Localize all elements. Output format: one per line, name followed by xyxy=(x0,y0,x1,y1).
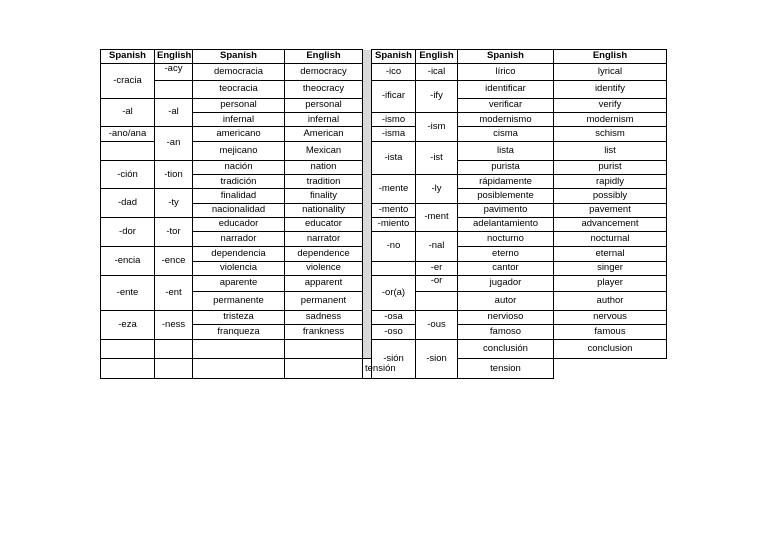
word-spanish: verificar xyxy=(458,98,554,112)
suffix-spanish: -al xyxy=(101,98,155,127)
suffix-english: -ty xyxy=(155,189,193,218)
table-row xyxy=(101,310,667,324)
word-english: personal xyxy=(285,98,363,112)
word-spanish: autor xyxy=(458,292,554,310)
word-spanish: personal xyxy=(193,98,285,112)
table-row xyxy=(101,340,667,359)
word-spanish: aparente xyxy=(193,275,285,291)
word-spanish: identificar xyxy=(458,80,554,98)
word-spanish: cantor xyxy=(458,261,554,275)
word-english: modernism xyxy=(554,113,667,127)
empty-cell xyxy=(155,359,193,379)
suffix-english: -ment xyxy=(416,203,458,232)
empty-cell xyxy=(101,141,155,160)
header-spanish-word-right: Spanish xyxy=(458,50,554,64)
suffix-spanish: -ista xyxy=(372,141,416,175)
suffix-spanish: -dor xyxy=(101,217,155,247)
header-spanish-word-left: Spanish xyxy=(193,50,285,64)
word-english: verify xyxy=(554,98,667,112)
word-spanish: conclusión xyxy=(458,340,554,359)
suffix-spanish: -ano/ana xyxy=(101,127,155,141)
suffix-english: -tion xyxy=(155,160,193,189)
suffix-spanish: -mento xyxy=(372,203,416,217)
word-english: apparent xyxy=(285,275,363,291)
word-english: advancement xyxy=(554,217,667,231)
word-english: famous xyxy=(554,324,667,339)
word-english: theocracy xyxy=(285,80,363,98)
word-english: author xyxy=(554,292,667,310)
empty-cell xyxy=(101,359,155,379)
word-spanish: dependencia xyxy=(193,247,285,261)
word-spanish: eterno xyxy=(458,247,554,261)
word-english: purist xyxy=(554,160,667,174)
suffix-english: -ly xyxy=(416,175,458,204)
empty-cell xyxy=(193,340,285,359)
word-spanish: infernal xyxy=(193,113,285,127)
word-english: nocturnal xyxy=(554,232,667,247)
suffix-spanish: -isma xyxy=(372,127,416,141)
word-spanish: purista xyxy=(458,160,554,174)
word-spanish: democracia xyxy=(193,64,285,80)
empty-cell xyxy=(285,340,363,359)
suffix-spanish: -ico xyxy=(372,64,416,80)
word-english: schism xyxy=(554,127,667,141)
empty-cell xyxy=(416,292,458,310)
word-spanish: pavimento xyxy=(458,203,554,217)
word-spanish: americano xyxy=(193,127,285,141)
suffix-english: -ism xyxy=(416,113,458,142)
suffix-english: -ous xyxy=(416,310,458,340)
word-english: lyrical xyxy=(554,64,667,80)
word-spanish: famoso xyxy=(458,324,554,339)
word-english: tension xyxy=(458,359,554,379)
suffix-spanish: -cracia xyxy=(101,64,155,99)
word-spanish: educador xyxy=(193,217,285,231)
word-english: American xyxy=(285,127,363,141)
suffix-spanish: -ificar xyxy=(372,80,416,113)
empty-cell xyxy=(155,340,193,359)
suffix-english: -ify xyxy=(416,80,458,113)
word-spanish: franqueza xyxy=(193,324,285,339)
word-english: singer xyxy=(554,261,667,275)
word-spanish: teocracia xyxy=(193,80,285,98)
word-english: possibly xyxy=(554,189,667,203)
suffix-spanish: -ción xyxy=(101,160,155,189)
word-spanish: lírico xyxy=(458,64,554,80)
suffix-english: -nal xyxy=(416,232,458,262)
word-spanish: posiblemente xyxy=(458,189,554,203)
suffix-english: -acy xyxy=(155,64,193,80)
word-spanish: lista xyxy=(458,141,554,160)
table-row xyxy=(101,127,667,141)
word-english: conclusion xyxy=(554,340,667,359)
word-spanish: nervioso xyxy=(458,310,554,324)
word-spanish: permanente xyxy=(193,292,285,310)
word-spanish: tristeza xyxy=(193,310,285,324)
suffix-english: -al xyxy=(155,98,193,127)
word-english: tradition xyxy=(285,175,363,189)
header-english-word-right: English xyxy=(554,50,667,64)
suffix-english: -ical xyxy=(416,64,458,80)
word-spanish: modernismo xyxy=(458,113,554,127)
word-spanish: tradición xyxy=(193,175,285,189)
suffix-spanish: -mente xyxy=(372,175,416,204)
empty-cell xyxy=(155,80,193,98)
suffix-spanish xyxy=(372,261,416,275)
word-english: educator xyxy=(285,217,363,231)
word-spanish: adelantamiento xyxy=(458,217,554,231)
word-spanish: finalidad xyxy=(193,189,285,203)
empty-cell xyxy=(193,359,285,379)
suffix-english: -tor xyxy=(155,217,193,247)
suffix-english: -ent xyxy=(155,275,193,310)
word-english: frankness xyxy=(285,324,363,339)
header-english-suffix-left: English xyxy=(155,50,193,64)
word-english: nationality xyxy=(285,203,363,217)
suffix-spanish: -miento xyxy=(372,217,416,231)
word-english: rapidly xyxy=(554,175,667,189)
suffix-spanish: -or(a) xyxy=(372,275,416,310)
suffix-english: -ist xyxy=(416,141,458,175)
header-spanish-suffix-left: Spanish xyxy=(101,50,155,64)
word-english: Mexican xyxy=(285,141,363,160)
header-row xyxy=(101,50,667,64)
word-english: dependence xyxy=(285,247,363,261)
cognate-suffix-table xyxy=(100,49,667,379)
suffix-spanish: -encia xyxy=(101,247,155,276)
word-english: finality xyxy=(285,189,363,203)
word-english: democracy xyxy=(285,64,363,80)
suffix-english: -sion xyxy=(416,340,458,379)
column-separator xyxy=(363,50,372,359)
header-english-suffix-right: English xyxy=(416,50,458,64)
suffix-spanish: -oso xyxy=(372,324,416,339)
table-row xyxy=(101,275,667,291)
suffix-spanish: -eza xyxy=(101,310,155,340)
word-english: player xyxy=(554,275,667,291)
word-spanish: cisma xyxy=(458,127,554,141)
suffix-english: -an xyxy=(155,127,193,161)
word-spanish: nacionalidad xyxy=(193,203,285,217)
table-row xyxy=(101,217,667,231)
empty-cell xyxy=(101,340,155,359)
suffix-spanish: -sión xyxy=(372,340,416,379)
empty-cell xyxy=(285,359,363,379)
word-spanish: narrador xyxy=(193,232,285,247)
table-row xyxy=(101,64,667,80)
word-english: permanent xyxy=(285,292,363,310)
suffix-english: -ness xyxy=(155,310,193,340)
word-spanish: mejicano xyxy=(193,141,285,160)
suffix-spanish: -ente xyxy=(101,275,155,310)
word-english: nervous xyxy=(554,310,667,324)
word-spanish: tensión xyxy=(363,359,372,379)
word-english: infernal xyxy=(285,113,363,127)
word-spanish: violencia xyxy=(193,261,285,275)
suffix-english: -ence xyxy=(155,247,193,276)
word-spanish: nocturno xyxy=(458,232,554,247)
suffix-spanish: -osa xyxy=(372,310,416,324)
word-english: nation xyxy=(285,160,363,174)
word-english: narrator xyxy=(285,232,363,247)
word-english: violence xyxy=(285,261,363,275)
suffix-spanish: -dad xyxy=(101,189,155,218)
header-english-word-left: English xyxy=(285,50,363,64)
word-spanish: rápidamente xyxy=(458,175,554,189)
table-row xyxy=(101,80,667,98)
word-spanish: nación xyxy=(193,160,285,174)
suffix-spanish: -ismo xyxy=(372,113,416,127)
word-english: pavement xyxy=(554,203,667,217)
word-english: identify xyxy=(554,80,667,98)
suffix-english: -er xyxy=(416,261,458,275)
word-english: eternal xyxy=(554,247,667,261)
word-spanish: jugador xyxy=(458,275,554,291)
suffix-english: -or xyxy=(416,275,458,291)
suffix-spanish: -no xyxy=(372,232,416,262)
header-spanish-suffix-right: Spanish xyxy=(372,50,416,64)
word-english: list xyxy=(554,141,667,160)
word-english: sadness xyxy=(285,310,363,324)
